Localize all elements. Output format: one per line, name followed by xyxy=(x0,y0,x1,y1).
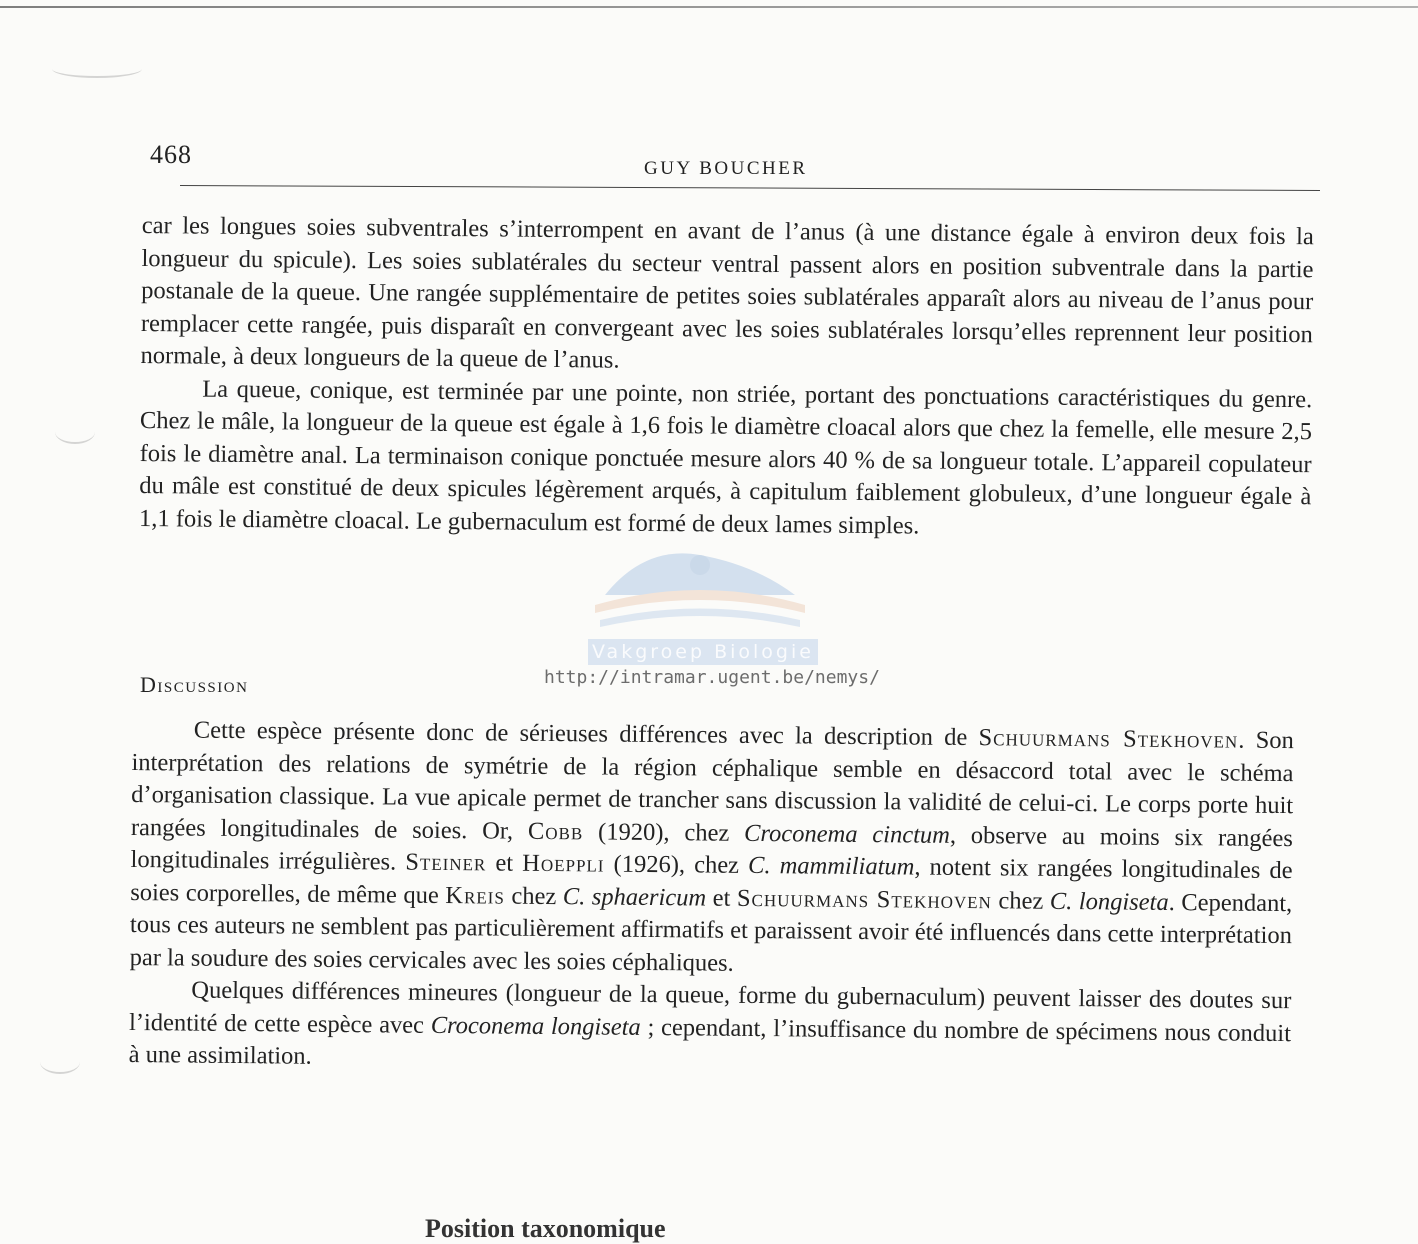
paragraph xyxy=(130,714,1294,985)
section-heading-discussion: Discussion xyxy=(140,672,249,697)
species-name: C. sphaericum xyxy=(562,882,707,912)
scan-smudge xyxy=(40,1050,80,1074)
scan-smudge xyxy=(52,60,142,78)
page-number: 468 xyxy=(150,140,192,169)
header-rule xyxy=(180,185,1320,191)
text-run: Cette espèce présente donc de sérieuses différences avec la description de xyxy=(193,716,979,752)
watermark-label: Vakgroep Biologie xyxy=(588,639,818,665)
author-name: Steiner xyxy=(405,848,487,877)
text-run: , notent six rangées longitudinales de soies corporelles, de même que xyxy=(130,853,1293,909)
paragraph: La queue, conique, est terminée par une pointe, non striée, portant des ponctuations caractéristiques du genre. Chez le mâle, la longueur de la queue est égale à 1,6 fois le diamètre cloacal alors que chez la femelle, elle mesure 2,5 fois le diamètre anal. La terminaison conique ponctuée mesure alors 40 % de sa longueur totale. L’appareil copulateur du mâle est constitué de deux spicules légèrement arqués, à capitulum faiblement globuleux, d’une longueur égale à 1,1 fois le diamètre cloacal. Le gubernaculum est formé de deux lames simples. xyxy=(138,375,1313,539)
next-section-heading-fragment: Position taxonomique xyxy=(425,1214,666,1243)
text-run: ; cependant, l’insuffisance du nombre de spécimens nous conduit à une assimilation. xyxy=(128,1013,1292,1070)
species-name: Croconema cinctum xyxy=(743,819,951,849)
text-run: Quelques différences mineures (longueur de la queue, forme du gubernaculum) peuvent laisser des doutes sur l’identité de cette espèce avec xyxy=(128,976,1292,1039)
text-run: chez xyxy=(991,886,1050,915)
paragraph xyxy=(129,974,1292,1083)
author-name: Kreis xyxy=(445,881,505,910)
scan-edge-line xyxy=(0,6,1418,8)
species-name: Croconema longiseta xyxy=(430,1011,641,1041)
author-name: Schuurmans Stekhoven xyxy=(978,724,1239,754)
text-run: et xyxy=(486,849,523,877)
body-text-discussion xyxy=(129,714,1294,1083)
body-text-top xyxy=(139,210,1314,546)
running-head: GUY BOUCHER xyxy=(644,158,808,179)
author-name: Hoeppli xyxy=(522,849,605,878)
paragraph: car les longues soies subventrales s’interrompent en avant de l’anus (à une distance égale à environ deux fois la longueur du spicule). Les soies sublatérales du secteur ventral passent alors en position subventrale dans la partie postanale de la queue. Une rangée supplémentaire de petites soies sublatérales apparaît alors au niveau de l’anus pour remplacer cette rangée, puis disparaît en convergeant avec les soies sublatérales lorsqu’elles reprennent leur position normale, à deux longueurs de la queue de l’anus. xyxy=(140,211,1314,374)
watermark-logo-icon xyxy=(585,535,815,645)
text-run: , observe au moins six rangées longitudinales irrégulières. xyxy=(130,821,1293,876)
species-name: C. longiseta xyxy=(1049,887,1169,916)
watermark xyxy=(540,535,880,695)
text-run: chez xyxy=(504,882,563,910)
text-run: (1920), chez xyxy=(583,817,745,847)
scan-smudge xyxy=(55,420,95,444)
author-name: Cobb xyxy=(527,817,584,845)
text-run: . Cependant, tous ces auteurs ne semblent pas particulièrement affirmatifs et paraissent avoir été influencés dans cette interprétation par la soudure des soies cervicales avec les soies céphaliques. xyxy=(129,888,1293,977)
watermark-url: http://intramar.ugent.be/nemys/ xyxy=(544,667,880,688)
species-name: C. mammiliatum xyxy=(747,851,915,881)
text-run: et xyxy=(706,884,738,912)
author-name: Schuurmans Stekhoven xyxy=(736,884,993,914)
text-run: (1926), chez xyxy=(604,850,749,879)
text-run: . Son interprétation des relations de symétrie de la région céphalique semble en désaccord total avec le schéma d’organisation classique. La vue apicale permet de trancher sans discussion la validité de celui-ci. Le corps porte huit rangées longitudinales de soies. Or, xyxy=(130,726,1294,845)
